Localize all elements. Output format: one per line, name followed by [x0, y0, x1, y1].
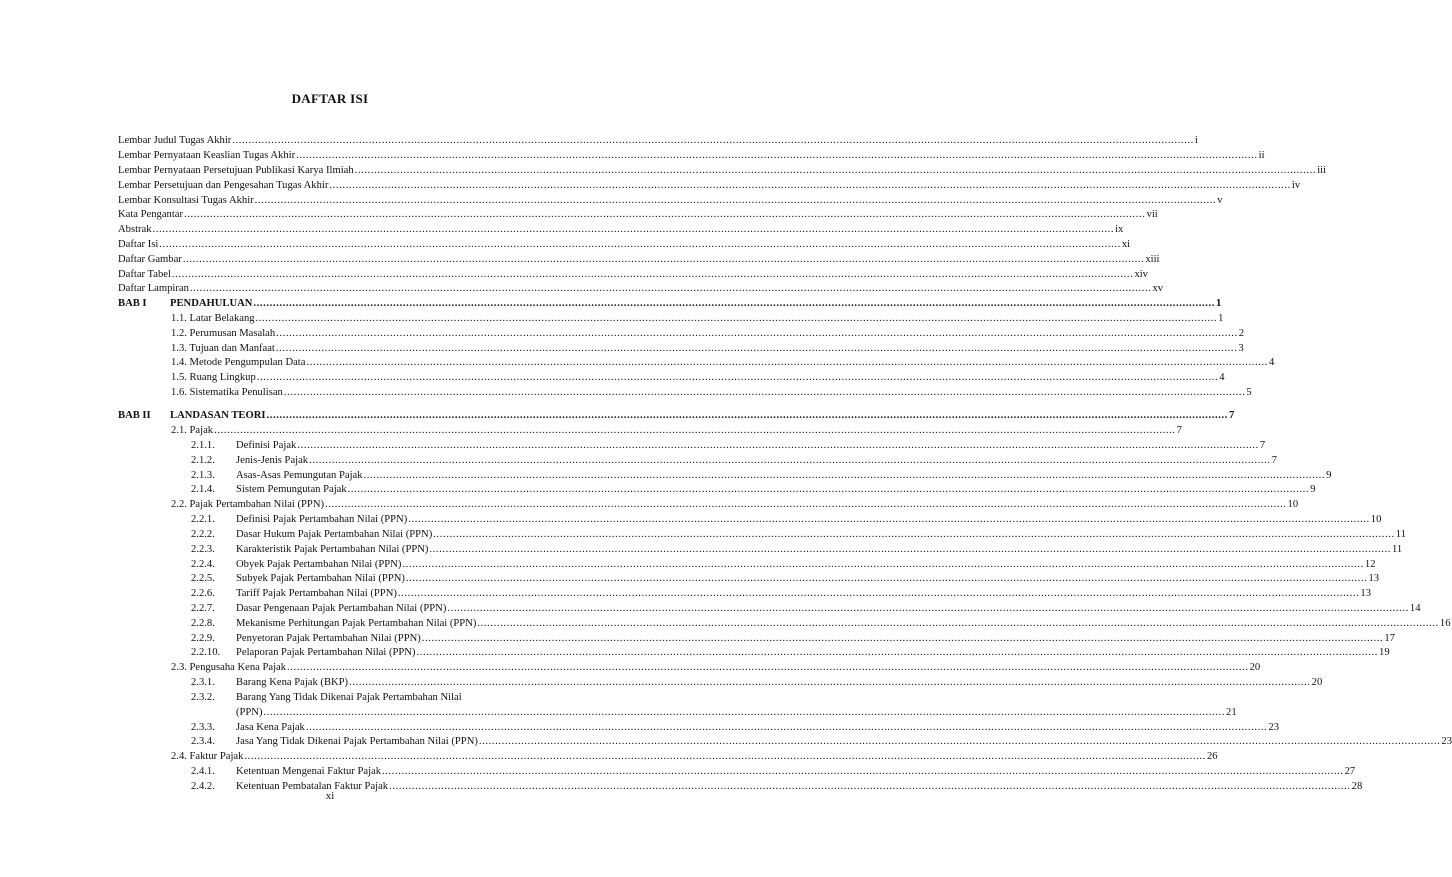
toc-label: Definisi Pajak	[236, 440, 297, 451]
toc-page: 10	[1370, 514, 1382, 525]
toc-label: Tariff Pajak Pertambahan Nilai (PPN)	[236, 588, 397, 599]
toc-label: Sistem Pemungutan Pajak	[236, 484, 347, 495]
leader-dots	[306, 722, 1268, 734]
chapter-number: BAB I	[118, 298, 147, 309]
leader-dots	[276, 328, 1238, 340]
toc-page: 9	[1326, 470, 1332, 481]
toc-subsection[interactable]	[191, 571, 1380, 585]
subsection-number: 2.2.1.	[191, 514, 215, 525]
leader-dots	[402, 559, 1364, 571]
toc-page: 23	[1441, 736, 1452, 747]
leader-dots	[329, 180, 1291, 192]
toc-label: Barang Kena Pajak (BKP)	[236, 677, 349, 688]
toc-section[interactable]	[171, 326, 1244, 340]
toc-page: 27	[1344, 766, 1356, 777]
toc-entry[interactable]	[118, 207, 1158, 221]
toc-subsection[interactable]	[191, 542, 1403, 556]
toc-entry[interactable]	[118, 193, 1223, 207]
leader-dots	[398, 588, 1360, 600]
leader-dots	[306, 357, 1268, 369]
leader-dots	[284, 387, 1246, 399]
leader-dots	[266, 410, 1228, 422]
toc-label: Subyek Pajak Pertambahan Nilai (PPN)	[236, 573, 405, 584]
toc-page: 11	[1391, 544, 1403, 555]
toc-subsection[interactable]	[191, 616, 1451, 630]
toc-subsection[interactable]	[191, 720, 1279, 734]
toc-label: Lembar Pernyataan Keaslian Tugas Akhir	[118, 150, 296, 161]
toc-label: Ketentuan Mengenai Faktur Pajak	[236, 766, 382, 777]
toc-entry[interactable]	[118, 163, 1327, 177]
toc-subsection[interactable]	[191, 482, 1316, 496]
toc-page: 7	[1229, 410, 1235, 421]
toc-label: Obyek Pajak Pertambahan Nilai (PPN)	[236, 559, 402, 570]
subsection-number: 2.2.4.	[191, 559, 215, 570]
toc-section[interactable]	[171, 749, 1218, 763]
subsection-number: 2.3.2.	[191, 692, 215, 703]
toc-label: 2.1. Pajak	[171, 425, 214, 436]
leader-dots	[264, 707, 1226, 719]
toc-page: 23	[1268, 722, 1279, 733]
toc-label: 1.4. Metode Pengumpulan Data	[171, 357, 306, 368]
toc-page: 10	[1287, 499, 1299, 510]
toc-page: xv	[1152, 283, 1164, 294]
toc-page: 16	[1439, 618, 1451, 629]
subsection-number: 2.4.1.	[191, 766, 215, 777]
leader-dots	[406, 573, 1368, 585]
toc-label: Daftar Tabel	[118, 269, 171, 280]
toc-page: vii	[1146, 209, 1158, 220]
toc-label: Lembar Persetujuan dan Pengesahan Tugas Akhir	[118, 180, 329, 191]
toc-subsection[interactable]	[191, 512, 1382, 526]
toc-subsection[interactable]	[191, 601, 1421, 615]
leader-dots	[422, 633, 1384, 645]
toc-page: 4	[1269, 357, 1275, 368]
toc-label: Jenis-Jenis Pajak	[236, 455, 309, 466]
toc-entry[interactable]	[118, 178, 1301, 192]
toc-page: 28	[1351, 781, 1363, 792]
toc-entry[interactable]	[118, 133, 1198, 147]
toc-page: ix	[1115, 224, 1124, 235]
toc-section[interactable]	[171, 423, 1182, 437]
subsection-number: 2.3.3.	[191, 722, 215, 733]
subsection-number: 2.1.3.	[191, 470, 215, 481]
toc-page: 26	[1206, 751, 1218, 762]
toc-page: 4	[1219, 372, 1225, 383]
toc-section[interactable]	[171, 370, 1225, 384]
toc-label: 1.3. Tujuan dan Manfaat	[171, 343, 275, 354]
leader-dots	[429, 544, 1391, 556]
leader-dots	[172, 269, 1134, 281]
leader-dots	[408, 514, 1370, 526]
toc-page: 9	[1310, 484, 1316, 495]
toc-label: 1.6. Sistematika Penulisan	[171, 387, 283, 398]
toc-page: 7	[1176, 425, 1182, 436]
toc-page: 7	[1271, 455, 1277, 466]
toc-subsection[interactable]	[191, 690, 546, 704]
toc-section[interactable]	[171, 385, 1252, 399]
subsection-number: 2.1.4.	[191, 484, 215, 495]
toc-label: Lembar Konsultasi Tugas Akhir	[118, 195, 254, 206]
toc-label: Karakteristik Pajak Pertambahan Nilai (PPN)	[236, 544, 429, 555]
toc-label: (PPN)	[236, 707, 263, 718]
leader-dots	[416, 647, 1378, 659]
subsection-number: 2.2.10.	[191, 647, 221, 658]
toc-page: 3	[1238, 343, 1244, 354]
toc-subsection[interactable]	[191, 468, 1332, 482]
toc-subsection[interactable]	[191, 645, 1390, 659]
toc-subsection-continued[interactable]	[236, 705, 1237, 719]
subsection-number: 2.3.1.	[191, 677, 215, 688]
leader-dots	[479, 736, 1441, 748]
toc-page: 12	[1364, 559, 1376, 570]
toc-label: 2.4. Faktur Pajak	[171, 751, 244, 762]
toc-entry[interactable]	[118, 237, 1131, 251]
leader-dots	[276, 343, 1238, 355]
toc-section[interactable]	[171, 341, 1244, 355]
toc-label: 1.1. Latar Belakang	[171, 313, 255, 324]
toc-label: Barang Yang Tidak Dikenai Pajak Pertambahan Nilai	[236, 692, 462, 703]
leader-dots	[296, 150, 1258, 162]
toc-section[interactable]	[171, 660, 1261, 674]
toc-page: 20	[1249, 662, 1261, 673]
toc-subsection[interactable]	[191, 675, 1323, 689]
leader-dots	[287, 662, 1249, 674]
page-title: DAFTAR ISI	[291, 91, 369, 106]
leader-dots	[159, 239, 1121, 251]
leader-dots	[244, 751, 1206, 763]
toc-page: 2	[1238, 328, 1244, 339]
toc-page: ii	[1258, 150, 1265, 161]
toc-label: Daftar Lampiran	[118, 283, 189, 294]
toc-entry[interactable]	[118, 222, 1124, 236]
leader-dots	[232, 135, 1194, 147]
toc-page: v	[1217, 195, 1223, 206]
toc-label: Lembar Judul Tugas Akhir	[118, 135, 232, 146]
toc-subsection[interactable]	[191, 453, 1277, 467]
toc-label: Jasa Yang Tidak Dikenai Pajak Pertambahan Nilai (PPN)	[236, 736, 478, 747]
toc-label: Penyetoran Pajak Pertambahan Nilai (PPN)	[236, 633, 421, 644]
toc-label: Abstrak	[118, 224, 152, 235]
leader-dots	[184, 209, 1146, 221]
toc-label: Dasar Pengenaan Pajak Pertambahan Nilai (PPN)	[236, 603, 447, 614]
toc-entry[interactable]	[118, 148, 1265, 162]
toc-page: 21	[1226, 707, 1237, 718]
toc-section[interactable]	[171, 355, 1275, 369]
toc-label: Kata Pengantar	[118, 209, 184, 220]
leader-dots	[447, 603, 1409, 615]
toc-label: Definisi Pajak Pertambahan Nilai (PPN)	[236, 514, 408, 525]
leader-dots	[297, 440, 1259, 452]
toc-page: 7	[1259, 440, 1266, 451]
subsection-number: 2.2.5.	[191, 573, 215, 584]
leader-dots	[364, 470, 1326, 482]
subsection-number: 2.3.4.	[191, 736, 215, 747]
toc-label: Daftar Gambar	[118, 254, 182, 265]
toc-subsection[interactable]	[191, 527, 1406, 541]
toc-subsection[interactable]	[191, 631, 1395, 645]
toc-subsection[interactable]	[191, 586, 1372, 600]
leader-dots	[309, 455, 1271, 467]
toc-page: i	[1194, 135, 1198, 146]
leader-dots	[257, 372, 1219, 384]
leader-dots	[253, 298, 1215, 310]
leader-dots	[355, 165, 1317, 177]
toc-label: 2.2. Pajak Pertambahan Nilai (PPN)	[171, 499, 324, 510]
toc-label: Jasa Kena Pajak	[236, 722, 305, 733]
toc-label: 1.5. Ruang Lingkup	[171, 372, 256, 383]
leader-dots	[183, 254, 1145, 266]
toc-label: 1.2. Perumusan Masalah	[171, 328, 276, 339]
toc-page: 1	[1218, 313, 1224, 324]
subsection-number: 2.4.2.	[191, 781, 215, 792]
leader-dots	[190, 283, 1152, 295]
toc-page: 5	[1246, 387, 1252, 398]
subsection-number: 2.2.3.	[191, 544, 215, 555]
toc-label: Lembar Pernyataan Persetujuan Publikasi Karya Ilmiah	[118, 165, 354, 176]
leader-dots	[214, 425, 1176, 437]
toc-label: Ketentuan Pembatalan Faktur Pajak	[236, 781, 389, 792]
subsection-number: 2.1.1.	[191, 440, 215, 451]
leader-dots	[348, 484, 1310, 496]
leader-dots	[256, 313, 1218, 325]
toc-page: iii	[1317, 165, 1327, 176]
subsection-number: 2.2.6.	[191, 588, 215, 599]
toc-subsection[interactable]	[191, 557, 1376, 571]
leader-dots	[433, 529, 1395, 541]
subsection-number: 2.1.2.	[191, 455, 215, 466]
leader-dots	[325, 499, 1287, 511]
toc-label: Asas-Asas Pemungutan Pajak	[236, 470, 363, 481]
toc-page: iv	[1291, 180, 1301, 191]
toc-label: Dasar Hukum Pajak Pertambahan Nilai (PPN)	[236, 529, 433, 540]
toc-label: Pelaporan Pajak Pertambahan Nilai (PPN)	[236, 647, 416, 658]
subsection-number: 2.2.2.	[191, 529, 215, 540]
toc-subsection[interactable]	[191, 438, 1266, 452]
toc-label: Mekanisme Perhitungan Pajak Pertambahan Nilai (PPN)	[236, 618, 477, 629]
toc-page: 17	[1384, 633, 1395, 644]
toc-section[interactable]	[171, 311, 1224, 325]
toc-page: xi	[1121, 239, 1131, 250]
toc-page: 13	[1368, 573, 1380, 584]
chapter-heading[interactable]	[118, 296, 1222, 310]
toc-label: Daftar Isi	[118, 239, 159, 250]
toc-page: 1	[1215, 298, 1222, 309]
subsection-number: 2.2.9.	[191, 633, 215, 644]
chapter-title: LANDASAN TEORI	[170, 410, 266, 421]
leader-dots	[153, 224, 1115, 236]
toc-subsection[interactable]	[191, 764, 1356, 778]
leader-dots	[349, 677, 1311, 689]
chapter-title: PENDAHULUAN	[170, 298, 253, 309]
toc-page: 14	[1409, 603, 1421, 614]
toc-entry[interactable]	[118, 267, 1148, 281]
page-number: xi	[325, 790, 335, 802]
toc-label: 2.3. Pengusaha Kena Pajak	[171, 662, 287, 673]
toc-page: 19	[1379, 647, 1390, 658]
chapter-heading[interactable]	[118, 408, 1235, 422]
toc-entry[interactable]	[118, 281, 1164, 295]
toc-page: 20	[1311, 677, 1323, 688]
chapter-number: BAB II	[118, 410, 151, 421]
toc-section[interactable]	[171, 497, 1299, 511]
leader-dots	[255, 195, 1217, 207]
toc-page: xiii	[1145, 254, 1160, 265]
toc-subsection[interactable]	[191, 734, 1452, 748]
toc-page: 11	[1395, 529, 1406, 540]
leader-dots	[477, 618, 1439, 630]
toc-page: xiv	[1134, 269, 1148, 280]
subsection-number: 2.2.7.	[191, 603, 215, 614]
leader-dots	[382, 766, 1344, 778]
toc-entry[interactable]	[118, 252, 1160, 266]
subsection-number: 2.2.8.	[191, 618, 215, 629]
toc-page: 13	[1360, 588, 1372, 599]
